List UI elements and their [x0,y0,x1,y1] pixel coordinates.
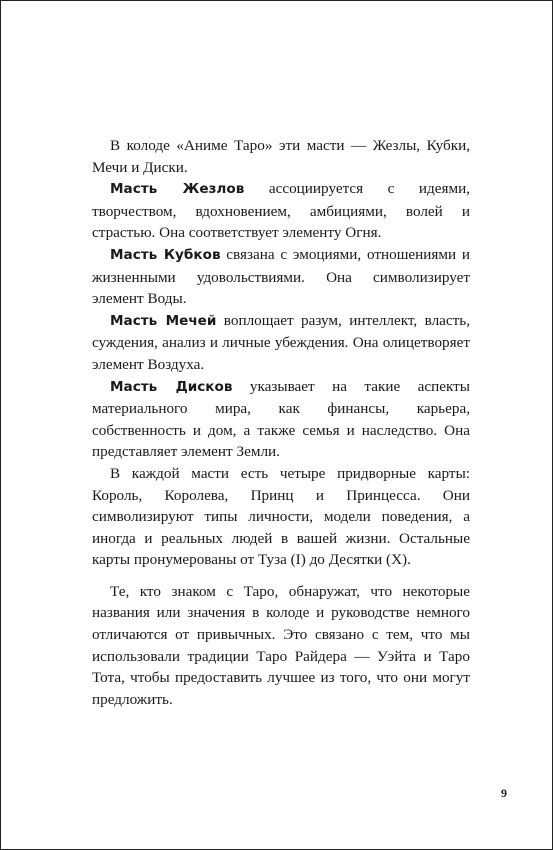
court-text: В каждой масти есть четыре придворные карты: Король, Королева, Принц и Принцесса. Они символизируют типы личности, модели поведения, а иногда и реальных людей в вашей жизни. Остальные карты пронумерованы от Туза (I) до Десятки (X). [92,464,470,569]
suit-name-wands: Масть Жезлов [110,181,245,198]
cups-text: связана с эмоциями, отношениями и жизненными удовольствиями. Она символизирует элемент Воды. [92,245,470,308]
paragraph-swords [92,310,470,376]
page-number: 9 [501,786,507,800]
suit-name-disks: Масть Дисков [110,378,233,395]
paragraph-court [92,463,470,571]
paragraph-intro [92,135,470,178]
intro-text: В колоде «Аниме Таро» эти масти — Жезлы, Кубки, Мечи и Диски. [92,137,470,176]
paragraph-cups [92,244,470,310]
swords-text: воплощает разум, интеллект, власть, суждения, анализ и личные убеждения. Она олицетворяет элемент Воздуха. [92,311,471,373]
paragraph-wands [92,178,470,244]
paragraph-disks [92,376,470,463]
suit-name-swords: Масть Мечей [110,312,217,329]
traditions-text: Те, кто знаком с Таро, обнаружат, что некоторые названия или значения в колоде и руководстве немного отличаются от привычных. Это связано с тем, что мы использовали традиции Таро Райдера — Уэйта и Таро Тота, чтобы предоставить лучшее из того, что они могут предложить. [92,582,470,708]
paragraph-traditions [92,581,470,711]
disks-text: указывает на такие аспекты материального мира, как финансы, карьера, собственность и дом, а также семья и наследство. Она представляет элемент Земли. [92,377,471,461]
body-text [92,135,470,710]
suit-name-cups: Масть Кубков [110,246,221,263]
wands-text: ассоциируется с идеями, творчеством, вдохновением, амбициями, волей и страстью. Она соответствует элементу Огня. [92,180,471,242]
